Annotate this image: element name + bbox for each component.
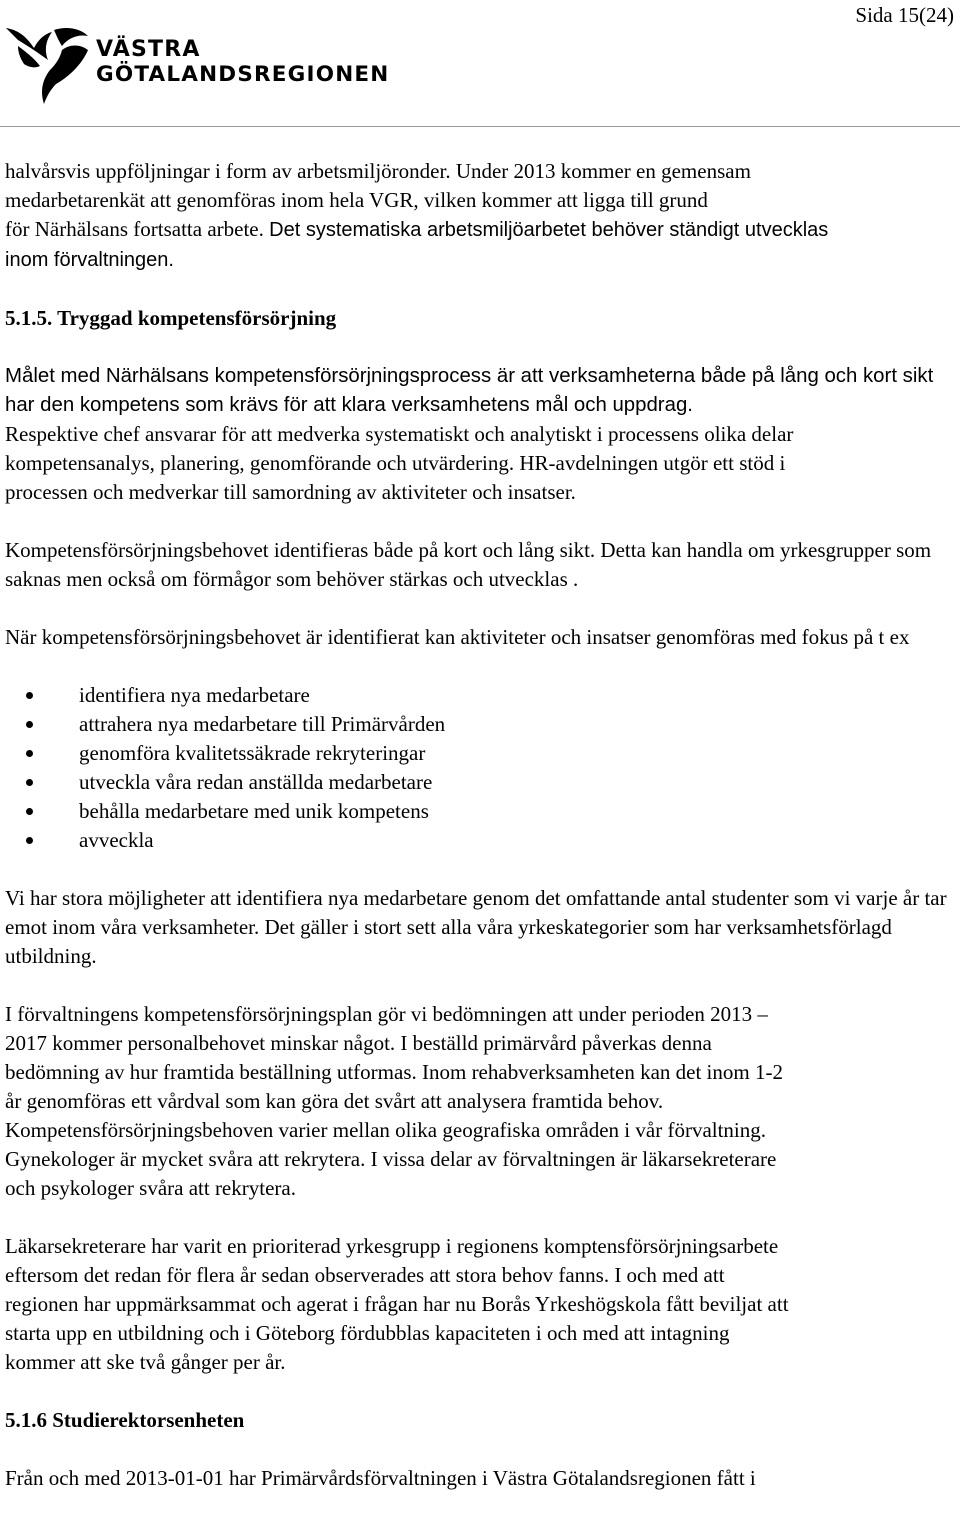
paragraph-students: Vi har stora möjligheter att identifiera nya medarbetare genom det omfattande antal studenter som vi varje år tar emot inom våra verksamheter. Det gäller i stort sett alla våra yrkeskategorier som har verksamhetsförlagd utbildning. <box>5 886 947 968</box>
vgr-swan-logo-icon <box>4 24 90 106</box>
text-line: regionen har uppmärksammat och agerat i frågan har nu Borås Yrkeshögskola fått beviljat att <box>5 1292 789 1316</box>
activity-list <box>5 681 957 855</box>
list-item-text: utveckla våra redan anställda medarbetare <box>79 770 433 794</box>
text-line: Respektive chef ansvarar för att medverka systematiskt och analytiskt i processens olika delar <box>5 422 794 446</box>
text-line: bedömning av hur framtida beställning utformas. Inom rehabverksamheten kan det inom 1-2 <box>5 1060 783 1084</box>
list-item-text: attrahera nya medarbetare till Primärvården <box>79 712 446 736</box>
list-item <box>5 681 957 710</box>
section-heading-5-1-5: 5.1.5. Tryggad kompetensförsörjning <box>5 306 337 330</box>
paragraph-competence-plan <box>5 1000 957 1203</box>
text-line: kommer att ske två gånger per år. <box>5 1350 286 1374</box>
bullet-icon <box>26 721 33 728</box>
text-line: starta upp en utbildning och i Göteborg fördubblas kapaciteten i och med att intagning <box>5 1321 730 1345</box>
list-item <box>5 768 957 797</box>
text-line: halvårsvis uppföljningar i form av arbetsmiljöronder. Under 2013 kommer en gemensam <box>5 159 751 183</box>
paragraph-work-environment <box>5 157 957 275</box>
bullet-icon <box>26 692 33 699</box>
text-line: inom förvaltningen. <box>5 249 174 271</box>
bullet-icon <box>26 808 33 815</box>
header-divider <box>0 126 960 127</box>
text-line: Läkarsekreterare har varit en prioriterad yrkesgrupp i regionens komptensförsörjningsarbete <box>5 1234 779 1258</box>
text-line: år genomföras ett vårdval som kan göra det svårt att analysera framtida behov. <box>5 1089 664 1113</box>
page-number: Sida 15(24) <box>855 3 954 27</box>
text-line: Kompetensförsörjningsbehoven varier mellan olika geografiska områden i vår förvaltning. <box>5 1118 767 1142</box>
vgr-logo <box>4 24 390 106</box>
bullet-icon <box>26 750 33 757</box>
vgr-logo-wordmark <box>96 38 389 88</box>
text-line: och psykologer svåra att rekrytera. <box>5 1176 296 1200</box>
paragraph-medical-secretaries <box>5 1232 957 1377</box>
list-item-text: identifiera nya medarbetare <box>79 683 310 707</box>
list-item <box>5 710 957 739</box>
text-line: medarbetarenkät att genomföras inom hela VGR, vilken kommer att ligga till grund <box>5 188 708 212</box>
list-item-text: genomföra kvalitetssäkrade rekryteringar <box>79 741 426 765</box>
paragraph-responsibility <box>5 420 957 507</box>
paragraph-study-directors: Från och med 2013-01-01 har Primärvårdsförvaltningen i Västra Götalandsregionen fått i <box>5 1466 756 1490</box>
list-item <box>5 739 957 768</box>
text-line: eftersom det redan för flera år sedan observerades att stora behov fanns. I och med att <box>5 1263 725 1287</box>
text-line: för Närhälsans fortsatta arbete. <box>5 217 270 241</box>
paragraph-goal: Målet med Närhälsans kompetensförsörjningsprocess är att verksamheterna både på lång och kort sikt har den kompetens som krävs för att klara verksamhetens mål och uppdrag. <box>5 365 934 416</box>
text-line: Gynekologer är mycket svåra att rekrytera. I vissa delar av förvaltningen är läkarsekreterare <box>5 1147 777 1171</box>
list-item <box>5 797 957 826</box>
text-line: 2017 kommer personalbehovet minskar något. I beställd primärvård påverkas denna <box>5 1031 712 1055</box>
bullet-icon <box>26 837 33 844</box>
text-line: processen och medverkar till samordning av aktiviteter och insatser. <box>5 480 576 504</box>
text-line: I förvaltningens kompetensförsörjningsplan gör vi bedömningen att under perioden 2013 – <box>5 1002 768 1026</box>
paragraph-activities-intro: När kompetensförsörjningsbehovet är identifierat kan aktiviteter och insatser genomföras med fokus på t ex <box>5 625 910 649</box>
list-item <box>5 826 957 855</box>
logo-line-1: VÄSTRA <box>96 37 201 62</box>
list-item-text: behålla medarbetare med unik kompetens <box>79 799 429 823</box>
document-body <box>5 157 957 1493</box>
section-heading-5-1-6: 5.1.6 Studierektorsenheten <box>5 1408 245 1432</box>
list-item-text: avveckla <box>79 828 154 852</box>
logo-line-2: GÖTALANDSREGIONEN <box>96 62 390 87</box>
text-line: kompetensanalys, planering, genomförande och utvärdering. HR-avdelningen utgör ett stöd i <box>5 451 786 475</box>
text-line: Det systematiska arbetsmiljöarbetet behöver ständigt utvecklas <box>269 219 829 241</box>
paragraph-needs: Kompetensförsörjningsbehovet identifieras både på kort och lång sikt. Detta kan handla om yrkesgrupper som saknas men också om förmågor som behöver stärkas och utvecklas . <box>5 538 932 591</box>
bullet-icon <box>26 779 33 786</box>
